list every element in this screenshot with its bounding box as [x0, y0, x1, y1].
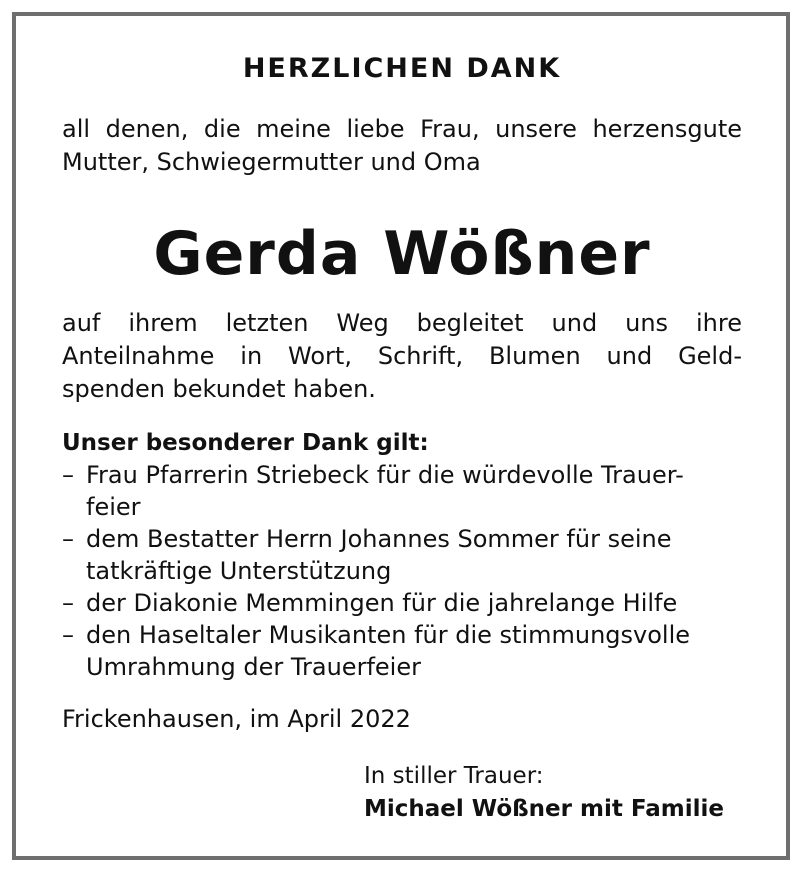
intro-line-1: all denen, die meine liebe Frau, unsere herzensgute — [62, 115, 742, 143]
thanks-list — [62, 459, 742, 683]
list-item — [62, 587, 742, 619]
list-dash: – — [62, 621, 74, 649]
list-item-line: feier — [86, 493, 141, 521]
signature-intro: In stiller Trauer: — [364, 763, 544, 789]
list-item — [62, 619, 742, 683]
intro-paragraph — [62, 113, 742, 179]
place-date: Frickenhausen, im April 2022 — [62, 705, 411, 733]
list-item-line: Frau Pfarrerin Striebeck für die würdevolle Trauer- — [86, 461, 684, 489]
list-item-line: tatkräftige Unterstützung — [86, 557, 392, 585]
thanks-heading: Unser besonderer Dank gilt: — [62, 430, 429, 456]
body-paragraph — [62, 307, 742, 406]
list-item — [62, 523, 742, 587]
list-dash: – — [62, 525, 74, 553]
list-item — [62, 459, 742, 523]
deceased-name: Gerda Wößner — [153, 219, 651, 289]
list-item-line: der Diakonie Memmingen für die jahrelange Hilfe — [86, 589, 678, 617]
body-line-2: Anteilnahme in Wort, Schrift, Blumen und Geld- — [62, 342, 742, 370]
signature-name: Michael Wößner mit Familie — [364, 796, 724, 822]
intro-line-2: Mutter, Schwiegermutter und Oma — [62, 148, 481, 176]
list-dash: – — [62, 589, 74, 617]
list-dash: – — [62, 461, 74, 489]
list-item-line: den Haseltaler Musikanten für die stimmungsvolle — [86, 621, 691, 649]
signature-block — [364, 760, 724, 826]
body-line-3: spenden bekundet haben. — [62, 375, 376, 403]
list-item-line: Umrahmung der Trauerfeier — [86, 653, 421, 681]
list-item-line: dem Bestatter Herrn Johannes Sommer für seine — [86, 525, 672, 553]
notice-heading: HERZLICHEN DANK — [242, 53, 562, 84]
body-line-1: auf ihrem letzten Weg begleitet und uns ihre — [62, 309, 742, 337]
